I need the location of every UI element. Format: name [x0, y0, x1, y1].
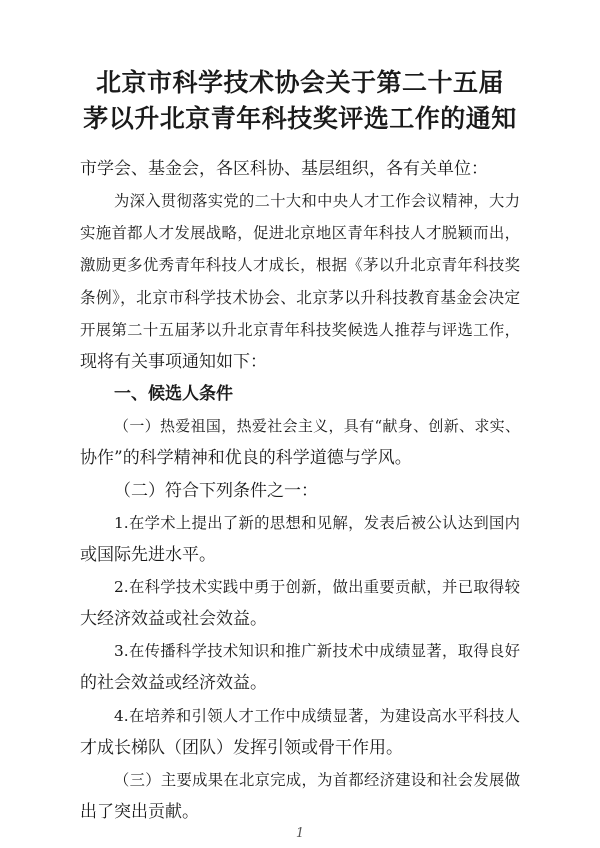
list-item-line: 4.在培养和引领人才工作中成绩显著，为建设高水平科技人 — [114, 707, 520, 725]
paragraph-line: （一）热爱祖国，热爱社会主义，具有“献身、创新、求实、 — [114, 417, 520, 435]
paragraph-line: 现将有关事项通知如下： — [80, 352, 267, 372]
list-item-line: 或国际先进水平。 — [80, 545, 216, 565]
paragraph-line: 协作”的科学精神和优良的科学道德与学风。 — [80, 448, 412, 468]
salutation: 市学会、基金会，各区科协、基层组织，各有关单位： — [80, 159, 488, 179]
paragraph-line: 条例》，北京市科学技术协会、北京茅以升科技教育基金会决定 — [80, 288, 520, 307]
paragraph-line: 出了突出贡献。 — [80, 802, 199, 822]
document-title-line-2: 茅以升北京青年科技奖评选工作的通知 — [83, 104, 517, 133]
list-item-line: 才成长梯队（团队）发挥引领或骨干作用。 — [80, 738, 403, 758]
document-title-line-1: 北京市科学技术协会关于第二十五届 — [95, 68, 504, 97]
paragraph-line: 开展第二十五届茅以升北京青年科技奖候选人推荐与评选工作， — [80, 321, 520, 339]
list-item-line: 的社会效益或经济效益。 — [80, 673, 267, 693]
paragraph-line: （二）符合下列条件之一： — [114, 481, 318, 501]
paragraph-line: 为深入贯彻落实党的二十大和中央人才工作会议精神，大力 — [114, 192, 520, 210]
paragraph-line: （三）主要成果在北京完成，为首都经济建设和社会发展做 — [114, 771, 520, 789]
page-number: 1 — [295, 826, 305, 841]
list-item-line: 大经济效益或社会效益。 — [80, 609, 267, 629]
section-heading: 一、候选人条件 — [114, 384, 233, 404]
list-item-line: 2.在科学技术实践中勇于创新，做出重要贡献，并已取得较 — [114, 578, 520, 596]
paragraph-line: 激励更多优秀青年科技人才成长，根据《茅以升北京青年科技奖 — [80, 256, 520, 274]
list-item-line: 3.在传播科学技术知识和推广新技术中成绩显著，取得良好 — [114, 642, 520, 660]
paragraph-line: 实施首都人才发展战略，促进北京地区青年科技人才脱颖而出， — [80, 224, 520, 242]
list-item-line: 1.在学术上提出了新的思想和见解，发表后被公认达到国内 — [114, 514, 520, 532]
